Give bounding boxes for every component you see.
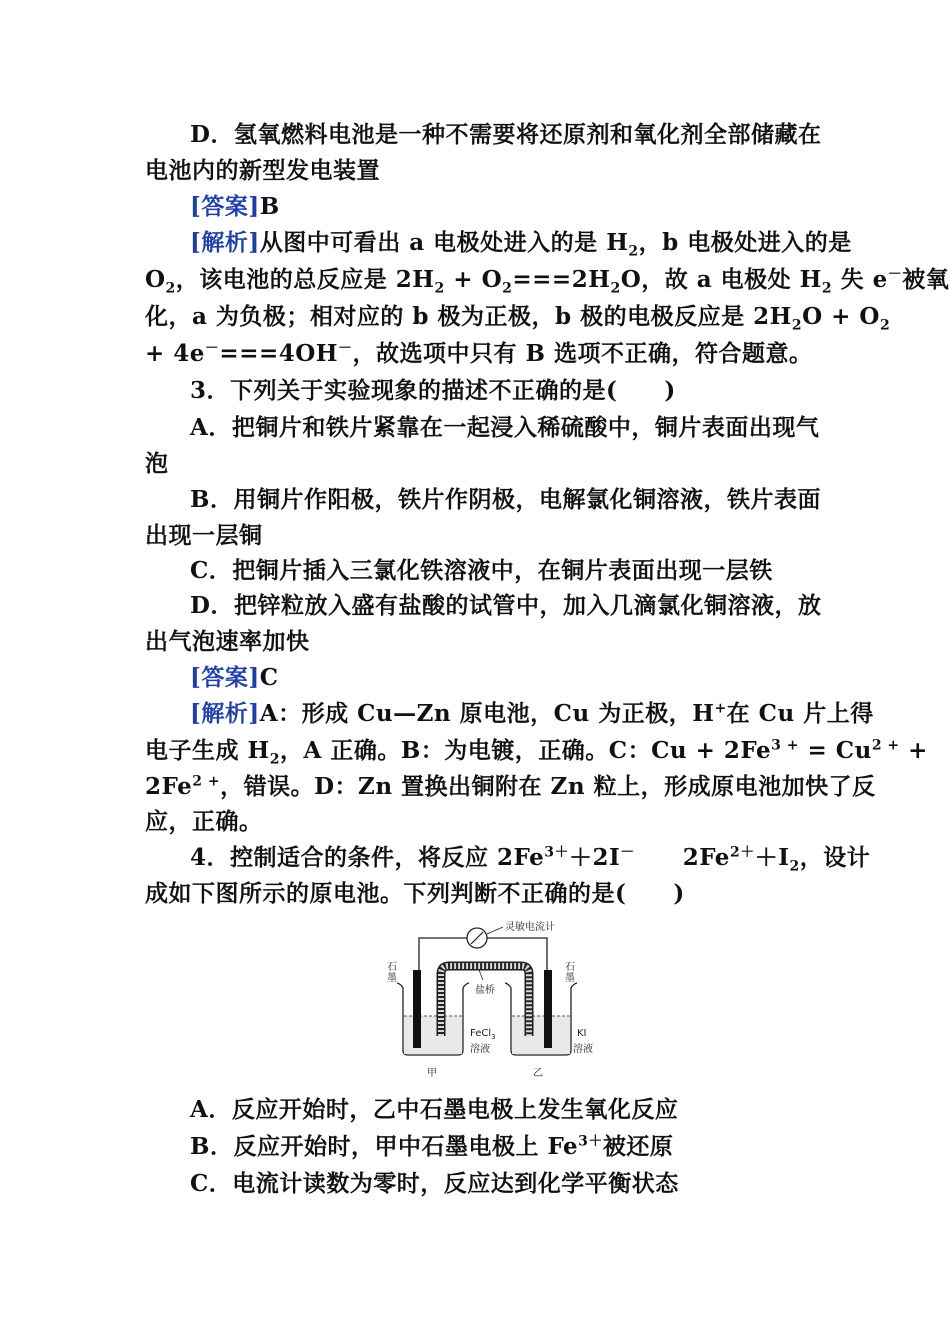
question-3: 3．下列关于实验现象的描述不正确的是( )	[190, 377, 676, 404]
q4-option-b	[190, 1132, 673, 1162]
text: O，故 a 电极处 H	[620, 266, 822, 293]
text: 2Fe	[145, 773, 193, 800]
q4-option-c: C．电流计读数为零时，反应达到化学平衡状态	[190, 1170, 679, 1197]
question-4-line-2: 成如下图所示的原电池。下列判断不正确的是( )	[145, 880, 685, 907]
text: 4．控制适合的条件，将反应 2Fe	[190, 844, 545, 871]
fecl3-label	[470, 1028, 496, 1041]
text: 从图中可看出 a 电极处进入的是 H	[259, 229, 629, 256]
subscript: 2	[434, 280, 445, 297]
graphite-left-label-1: 石	[387, 962, 397, 973]
subscript: 2	[821, 280, 833, 297]
text: ，b 电极处进入的是	[638, 229, 852, 256]
text: ===2H	[512, 266, 611, 293]
subscript: 2	[789, 858, 800, 875]
text: 电子生成 H	[145, 737, 270, 764]
text: A：形成 Cu—Zn 原电池，Cu 为正极，H	[259, 700, 715, 727]
text: ，设计	[799, 844, 871, 871]
graphite-electrode-right	[544, 970, 552, 1048]
superscript: 3＋	[578, 1133, 603, 1150]
subscript: 2	[628, 243, 639, 260]
salt-bridge-leader	[479, 970, 483, 980]
text: 被还原	[602, 1133, 674, 1160]
superscript: +	[714, 700, 727, 717]
text: 在 Cu 片上得	[726, 700, 874, 727]
subscript: 2	[269, 751, 280, 768]
galvanic-cell-svg	[375, 918, 605, 1083]
superscript: 2 +	[871, 737, 900, 754]
analysis-2-line-3	[145, 772, 876, 802]
graphite-right-label-1: 石	[565, 962, 575, 973]
q3-option-d-line-1: D．把锌粒放入盛有盐酸的试管中，加入几滴氯化铜溶液，放	[190, 592, 822, 619]
galvanometer-label: 灵敏电流计	[505, 922, 555, 933]
subscript: 2	[610, 280, 621, 297]
analysis-1-line-2	[145, 265, 949, 295]
graphite-right-label-2: 墨	[565, 973, 575, 984]
superscript: 3＋	[544, 844, 569, 861]
text: ，A 正确。B：为电镀，正确。C：Cu + 2Fe	[280, 737, 772, 764]
text: ===4OH	[219, 340, 339, 367]
subscript: 2	[791, 317, 803, 334]
q4-option-a: A．反应开始时，乙中石墨电极上发生氧化反应	[190, 1096, 679, 1123]
answer-tag: [答案]	[190, 193, 260, 220]
answer-1	[190, 192, 280, 222]
answer-tag: [答案]	[190, 664, 260, 691]
galvanometer-leader	[487, 927, 503, 934]
superscript: 2＋	[729, 844, 755, 861]
salt-bridge-label: 盐桥	[475, 985, 495, 996]
beaker-jia-label: 甲	[427, 1068, 437, 1079]
graphite-electrode-left	[413, 970, 421, 1048]
wire-right	[487, 938, 547, 982]
q3-option-b-line-2: 出现一层铜	[145, 522, 263, 549]
ki-solution-label: 溶液	[573, 1044, 593, 1055]
analysis-tag: [解析]	[190, 700, 260, 727]
subscript: 2	[502, 280, 513, 297]
q3-option-a-line-2: 泡	[145, 450, 169, 477]
text: O + O	[802, 303, 880, 330]
fecl3-subscript: 3	[491, 1033, 496, 1041]
text: ，错误。D：Zn 置换出铜附在 Zn 粒上，形成原电池加快了反	[220, 773, 876, 800]
text: ，故选项中只有 B 选项不正确，符合题意。	[352, 340, 813, 367]
analysis-tag: [解析]	[190, 229, 260, 256]
superscript: 3 +	[771, 737, 799, 754]
question-4-line-1	[190, 843, 870, 873]
analysis-2-line-2	[145, 736, 928, 766]
analysis-1-line-3	[145, 302, 890, 332]
fecl3-solution-label: 溶液	[470, 1044, 490, 1055]
text: O	[145, 266, 166, 293]
superscript: －	[204, 340, 220, 357]
beaker-yi-label: 乙	[533, 1068, 543, 1079]
text: ＋2I	[568, 844, 621, 871]
option-d-line-2: 电池内的新型发电装置	[145, 157, 380, 184]
text: 失 e	[832, 266, 888, 293]
answer-2	[190, 663, 279, 693]
q3-option-d-line-2: 出气泡速率加快	[145, 628, 310, 655]
text: 被氧	[902, 266, 950, 293]
superscript: －	[887, 266, 903, 283]
subscript: 2	[165, 280, 176, 297]
option-d-line-1: D．氢氧燃料电池是一种不需要将还原剂和氧化剂全部储藏在	[190, 121, 822, 148]
analysis-2-line-1	[190, 699, 874, 729]
text: +	[899, 737, 928, 764]
solution-left	[404, 1016, 462, 1054]
superscript: 2 +	[192, 773, 221, 790]
answer-value: C	[259, 664, 279, 691]
graphite-left-label-2: 墨	[387, 973, 397, 984]
text: 化，a 为负极；相对应的 b 极为正极，b 极的电极反应是 2H	[145, 303, 792, 330]
text: 2Fe	[682, 844, 730, 871]
text: + 4e	[145, 340, 205, 367]
solution-right	[512, 1016, 570, 1054]
analysis-1-line-1	[190, 228, 852, 258]
superscript: －	[620, 844, 635, 861]
q3-option-b-line-1: B．用铜片作阳极，铁片作阴极，电解氯化铜溶液，铁片表面	[190, 486, 821, 513]
text: = Cu	[798, 737, 872, 764]
galvanic-cell-diagram	[375, 918, 605, 1083]
text: B．反应开始时，甲中石墨电极上 Fe	[190, 1133, 579, 1160]
q3-option-a-line-1: A．把铜片和铁片紧靠在一起浸入稀硫酸中，铜片表面出现气	[190, 414, 820, 441]
analysis-1-line-4	[145, 339, 812, 369]
subscript: 2	[879, 317, 891, 334]
text: ，该电池的总反应是 2H	[175, 266, 435, 293]
fecl3-text: FeCl	[470, 1028, 492, 1039]
text: ＋I	[754, 844, 790, 871]
ki-label: KI	[577, 1028, 587, 1039]
q3-option-c: C．把铜片插入三氯化铁溶液中，在铜片表面出现一层铁	[190, 557, 773, 584]
superscript: －	[338, 340, 353, 357]
answer-value: B	[259, 193, 280, 220]
analysis-2-line-4: 应，正确。	[145, 808, 263, 835]
text: + O	[444, 266, 503, 293]
